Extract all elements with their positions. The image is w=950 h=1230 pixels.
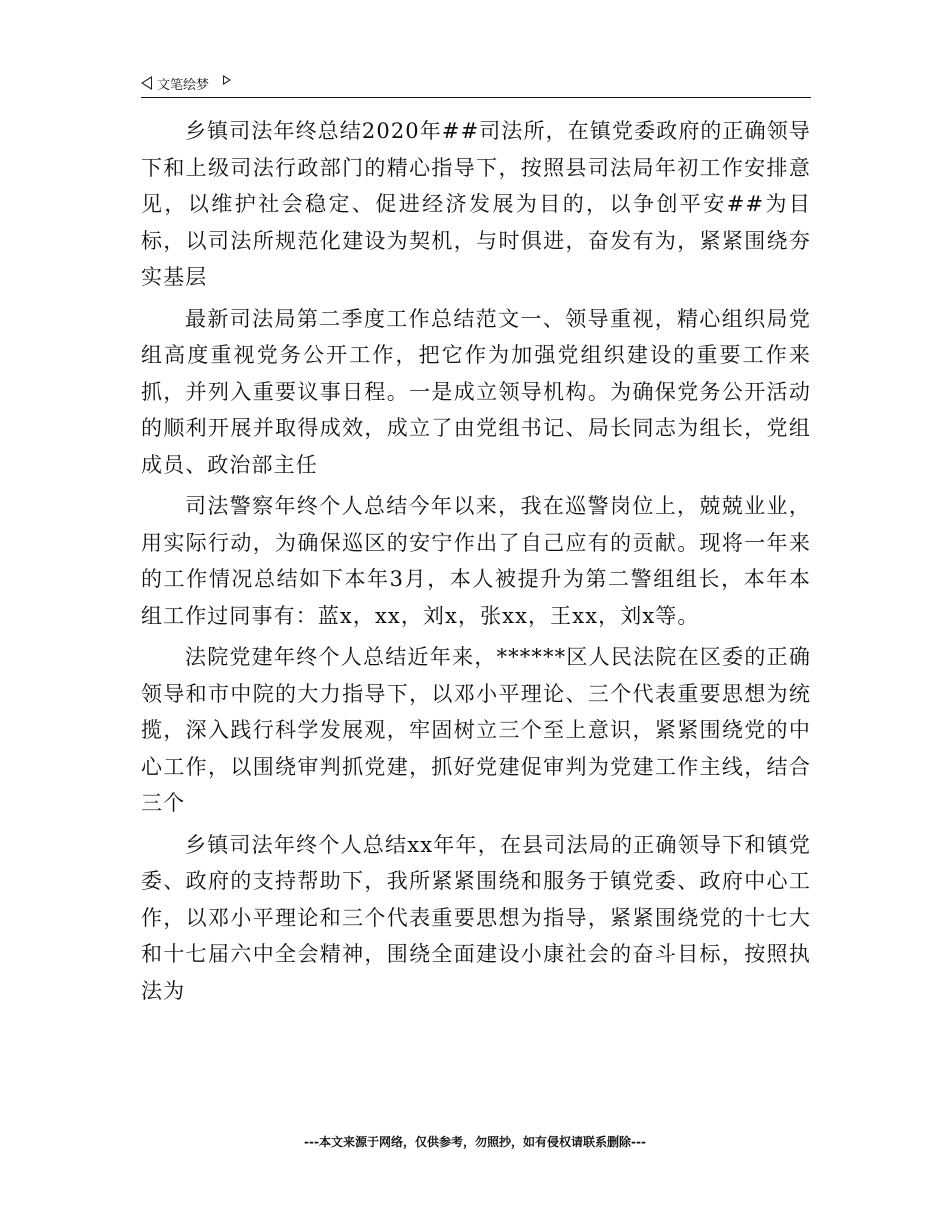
header-title: 文笔绘梦 bbox=[157, 77, 210, 93]
paragraph: 乡镇司法年终总结2020年##司法所，在镇党委政府的正确领导下和上级司法行政部门的精心指导下，按照县司法局年初工作安排意见，以维护社会稳定、促进经济发展为目的，以争创平安##为目标，以司法所规范化建设为契机，与时俱进，奋发有为，紧紧围绕夯实基层 bbox=[141, 119, 811, 289]
page-header bbox=[141, 70, 811, 96]
triangle-left-icon bbox=[141, 76, 152, 90]
paragraph: 乡镇司法年终个人总结xx年年，在县司法局的正确领导下和镇党委、政府的支持帮助下，我所紧紧围绕和服务于镇党委、政府中心工作，以邓小平理论和三个代表重要思想为指导，紧紧围绕党的十七大和十七届六中全会精神，围绕全面建设小康社会的奋斗目标，按照执法为 bbox=[141, 832, 811, 1003]
document-body bbox=[141, 113, 811, 1014]
paragraph: 司法警察年终个人总结今年以来，我在巡警岗位上，兢兢业业，用实际行动，为确保巡区的安宁作出了自己应有的贡献。现将一年来的工作情况总结如下本年3月，本人被提升为第二警组组长，本年本组工作过同事有：蓝x，xx，刘x，张xx，王xx，刘x等。 bbox=[141, 494, 811, 628]
paragraph: 最新司法局第二季度工作总结范文一、领导重视，精心组织局党组高度重视党务公开工作，把它作为加强党组织建设的重要工作来抓，并列入重要议事日程。一是成立领导机构。为确保党务公开活动的顺利开展并取得成效，成立了由党组书记、局长同志为组长，党组成员、政治部主任 bbox=[141, 306, 811, 477]
triangle-right-icon bbox=[223, 75, 231, 85]
page-footer: ---本文来源于网络，仅供参考，勿照抄，如有侵权请联系删除--- bbox=[304, 1135, 646, 1149]
paragraph: 法院党建年终个人总结近年来，******区人民法院在区委的正确领导和市中院的大力指导下，以邓小平理论、三个代表重要思想为统揽，深入践行科学发展观，牢固树立三个至上意识，紧紧围绕党的中心工作，以围绕审判抓党建，抓好党建促审判为党建工作主线，结合三个 bbox=[141, 645, 811, 815]
header-divider bbox=[141, 97, 811, 98]
